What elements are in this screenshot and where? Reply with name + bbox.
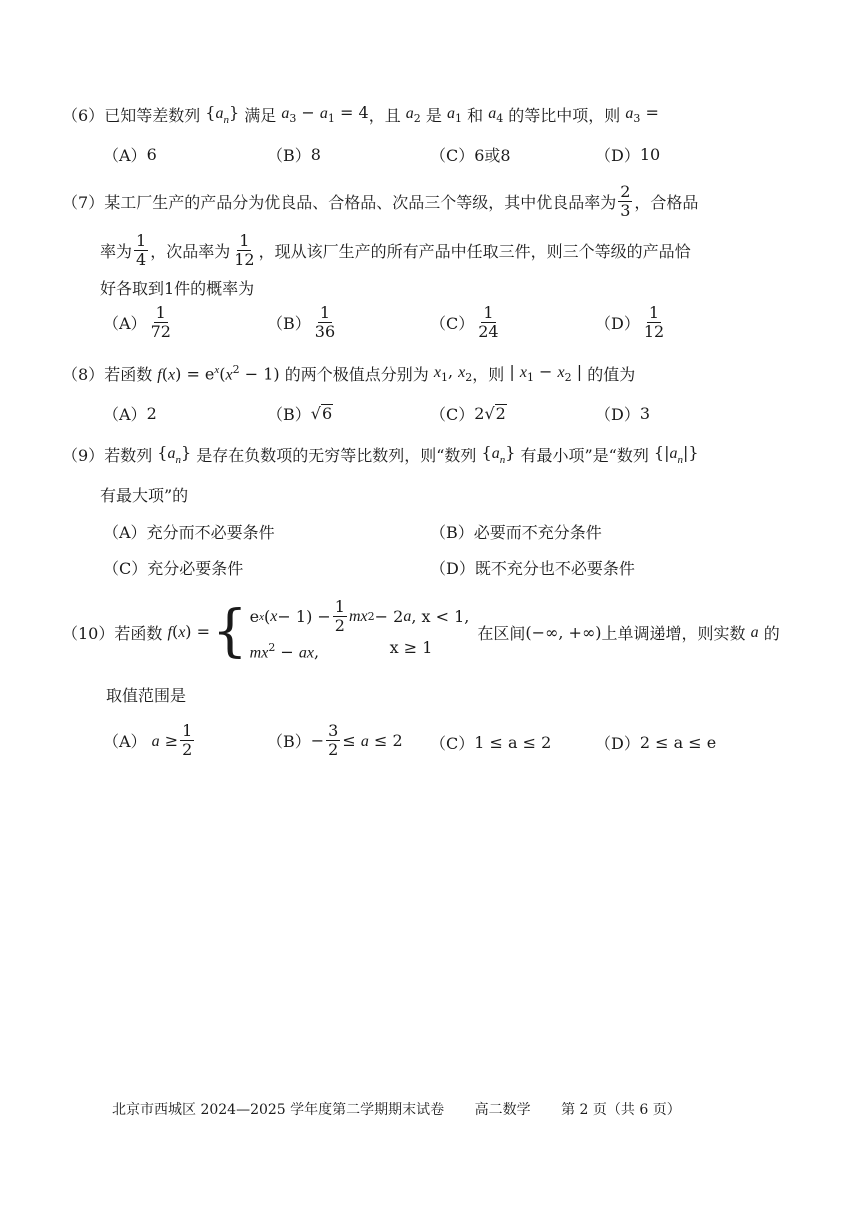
question-9-stem-line-1: （9） 若数列 $\{a_n\}$ 是存在负数项的无穷等比数列，则“数列 $\{a_n\}$ 有最小项”是“数列 $\{|a_n|\}$ xyxy=(62,443,699,466)
question-10-option-b: （B） − $\frac{3}{2}$ ≤ a ≤ 2 xyxy=(267,721,403,759)
question-7-option-d: （D） $\frac{1}{12}$ xyxy=(595,303,665,341)
question-9-option-d: （D） 既不充分也不必要条件 xyxy=(430,559,635,578)
question-8-option-c: （C） 2 √ 2 xyxy=(430,404,506,424)
page-number: 第 2 页（共 6 页） xyxy=(561,1102,681,1118)
math-expression: $\{|a_n|\}$ xyxy=(648,443,699,466)
question-9-option-a: （A） 充分而不必要条件 xyxy=(103,523,275,542)
question-10-stem-line-1: （10） 若函数 f(x) = { e x ( x − 1) − $\frac{1}{2}$ m x 2 − 2 a , x < 1, $mx^2$ − ax, x ≥ 1 在区间 (−∞, +∞) 上单调递增，则实数 a 的 xyxy=(62,598,780,666)
math-expression: $\{a_n\}$ xyxy=(200,103,245,126)
piecewise-brace: { xyxy=(212,599,248,665)
question-9-stem-line-2: 有最大项”的 xyxy=(100,486,189,505)
fraction: $\frac{1}{4}$ xyxy=(136,231,147,269)
question-number: （10） xyxy=(62,623,115,643)
fraction: $\frac{1}{12}$ xyxy=(234,231,255,269)
math-expression: (−∞, +∞) xyxy=(525,622,602,642)
question-10-stem-line-2: 取值范围是 xyxy=(106,686,187,705)
question-number: （9） xyxy=(62,446,105,465)
question-number: （6） xyxy=(62,106,105,125)
question-8-option-a: （A） 2 xyxy=(103,404,157,424)
math-expression: a xyxy=(750,624,759,642)
question-6-option-d: （D） 10 xyxy=(595,145,661,165)
question-9-option-b: （B） 必要而不充分条件 xyxy=(430,523,602,542)
question-7-stem-line-1: （7） 某工厂生产的产品分为优良品、合格品、次品三个等级，其中优良品率为 $\frac{2}{3}$ ，合格品 xyxy=(62,182,699,220)
math-expression: $\{a_n\}$ xyxy=(476,443,521,466)
exam-title: 北京市西城区 2024—2025 学年度第二学期期末试卷 xyxy=(112,1102,445,1118)
question-8-option-b: （B） √ 6 xyxy=(267,404,333,424)
question-8-stem: （8） 若函数 $f(x) = e^x(x^2 - 1)$ 的两个极值点分别为 $x_1$, $x_2$ ，则 | $x_1 - x_2$ | 的值为 xyxy=(62,362,636,385)
page-footer xyxy=(112,1099,707,1119)
math-expression: $f(x) = e^x(x^2 - 1)$ xyxy=(157,362,285,384)
fraction: $\frac{2}{3}$ xyxy=(620,182,631,220)
math-expression: $\{a_n\}$ xyxy=(152,443,197,466)
math-expression: $a_4$ xyxy=(488,105,504,126)
math-expression: $a_3$ = xyxy=(625,103,659,126)
question-number: （7） xyxy=(62,193,105,212)
question-7-option-a: （A） $\frac{1}{72}$ xyxy=(103,303,171,341)
math-expression: $x_1$, $x_2$ xyxy=(433,362,473,385)
question-10-option-a: （A） a ≥ $\frac{1}{2}$ xyxy=(103,721,193,759)
math-expression: | $x_1 - x_2$ | xyxy=(504,362,588,385)
piecewise-function: e x ( x − 1) − $\frac{1}{2}$ m x 2 − 2 a , x < 1, $mx^2$ − ax, x ≥ 1 xyxy=(249,597,470,662)
subject-name: 高二数学 xyxy=(474,1102,531,1118)
question-number: （8） xyxy=(62,365,105,384)
math-expression: $a_3 - a_1 = 4$ xyxy=(281,103,369,126)
question-7-option-c: （C） $\frac{1}{24}$ xyxy=(430,303,499,341)
question-7-stem-line-3: 好各取到1件的概率为 xyxy=(100,279,255,298)
math-expression: f(x) = xyxy=(167,622,211,642)
question-6-option-b: （B） 8 xyxy=(267,145,321,165)
math-expression: $a_1$ xyxy=(447,105,462,126)
question-6-stem: （6） 已知等差数列 $\{a_n\}$ 满足 $a_3 - a_1 = 4$ ，且 $a_2$ 是 $a_1$ 和 $a_4$ 的等比中项，则 $a_3$ = xyxy=(62,103,659,126)
question-10-option-d: （D） 2 ≤ a ≤ e xyxy=(595,733,717,753)
math-expression: $a_2$ xyxy=(405,105,421,126)
question-6-option-a: （A） 6 xyxy=(103,145,157,165)
question-10-option-c: （C） 1 ≤ a ≤ 2 xyxy=(430,733,552,753)
question-7-option-b: （B） $\frac{1}{36}$ xyxy=(267,303,336,341)
question-9-option-c: （C） 充分必要条件 xyxy=(103,559,244,578)
question-8-option-d: （D） 3 xyxy=(595,404,651,424)
question-6-option-c: （C） 6或8 xyxy=(430,146,511,165)
question-7-stem-line-2: 率为 $\frac{1}{4}$ ，次品率为 $\frac{1}{12}$ ，现从该厂生产的所有产品中任取三件，则三个等级的产品恰 xyxy=(100,231,691,269)
